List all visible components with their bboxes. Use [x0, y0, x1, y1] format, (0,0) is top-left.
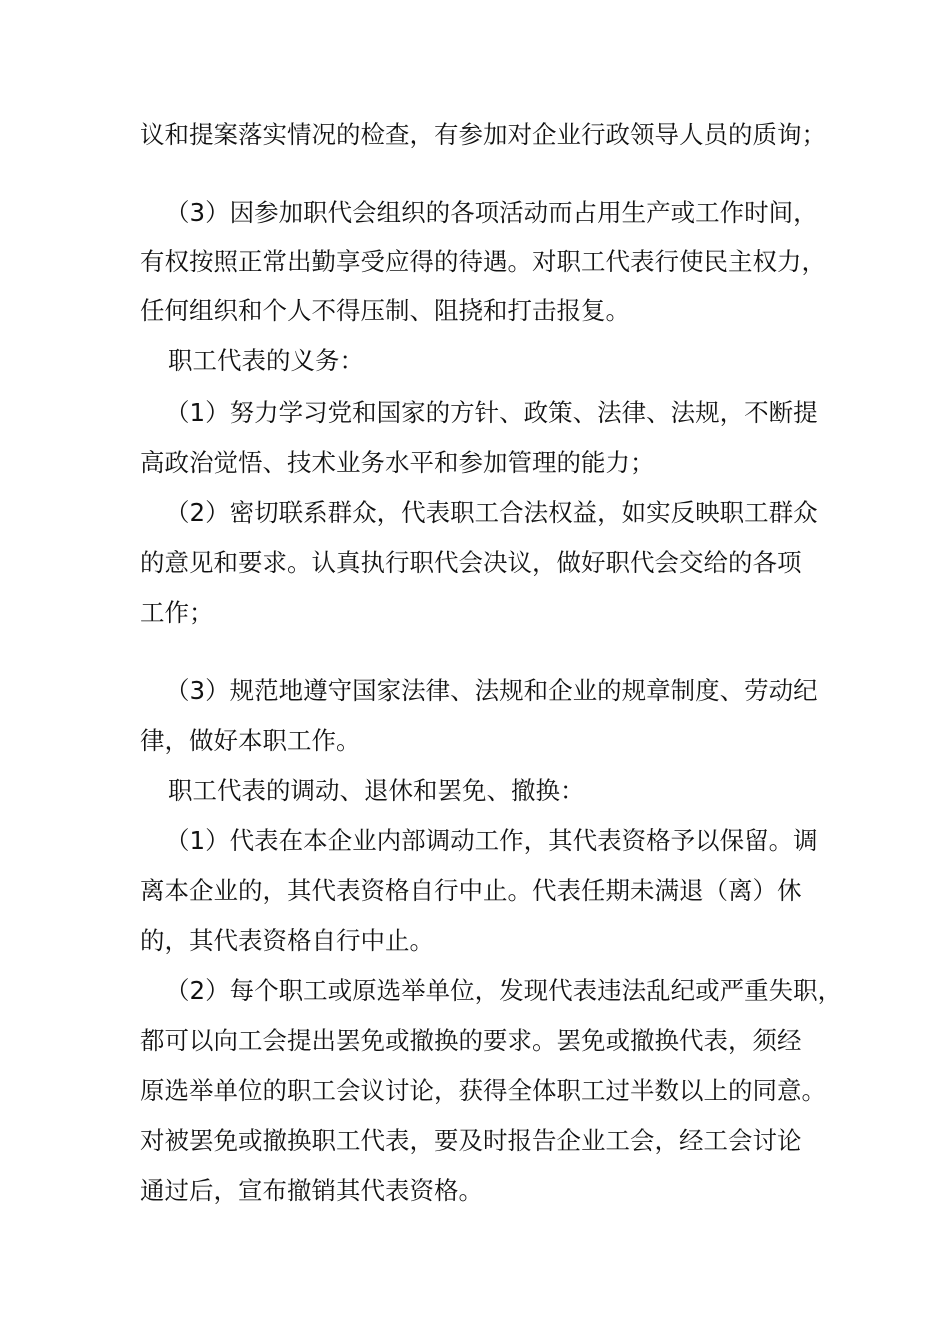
section-heading-duties: 职工代表的义务：	[168, 346, 364, 375]
text-line-2: （3）因参加职代会组织的各项活动而占用生产或工作时间，	[165, 198, 818, 227]
section-heading-transfer: 职工代表的调动、退休和罢免、撤换：	[168, 776, 585, 805]
text-line-20: 对被罢免或撤换职工代表，要及时报告企业工会，经工会讨论	[140, 1126, 802, 1155]
text-line-15: 离本企业的，其代表资格自行中止。代表任期未满退（离）休	[140, 876, 802, 905]
text-line-16: 的，其代表资格自行中止。	[140, 926, 434, 955]
text-line-19: 原选举单位的职工会议讨论，获得全体职工过半数以上的同意。	[140, 1076, 826, 1105]
text-line-12: 律，做好本职工作。	[140, 726, 361, 755]
text-line-11: （3）规范地遵守国家法律、法规和企业的规章制度、劳动纪	[165, 676, 818, 705]
text-line-8: （2）密切联系群众，代表职工合法权益，如实反映职工群众	[165, 498, 818, 527]
text-line-9: 的意见和要求。认真执行职代会决议，做好职代会交给的各项	[140, 548, 802, 577]
text-line-4: 任何组织和个人不得压制、阻挠和打击报复。	[140, 296, 630, 325]
text-line-14: （1）代表在本企业内部调动工作，其代表资格予以保留。调	[165, 826, 818, 855]
text-line-1: 议和提案落实情况的检查，有参加对企业行政领导人员的质询；	[140, 120, 826, 149]
text-line-3: 有权按照正常出勤享受应得的待遇。对职工代表行使民主权力，	[140, 247, 826, 276]
text-line-10: 工作；	[140, 598, 214, 627]
text-line-21: 通过后，宣布撤销其代表资格。	[140, 1176, 483, 1205]
text-line-6: （1）努力学习党和国家的方针、政策、法律、法规，不断提	[165, 398, 818, 427]
text-line-18: 都可以向工会提出罢免或撤换的要求。罢免或撤换代表，须经	[140, 1026, 802, 1055]
text-line-7: 高政治觉悟、技术业务水平和参加管理的能力；	[140, 448, 655, 477]
text-line-17: （2）每个职工或原选举单位，发现代表违法乱纪或严重失职，	[165, 976, 843, 1005]
